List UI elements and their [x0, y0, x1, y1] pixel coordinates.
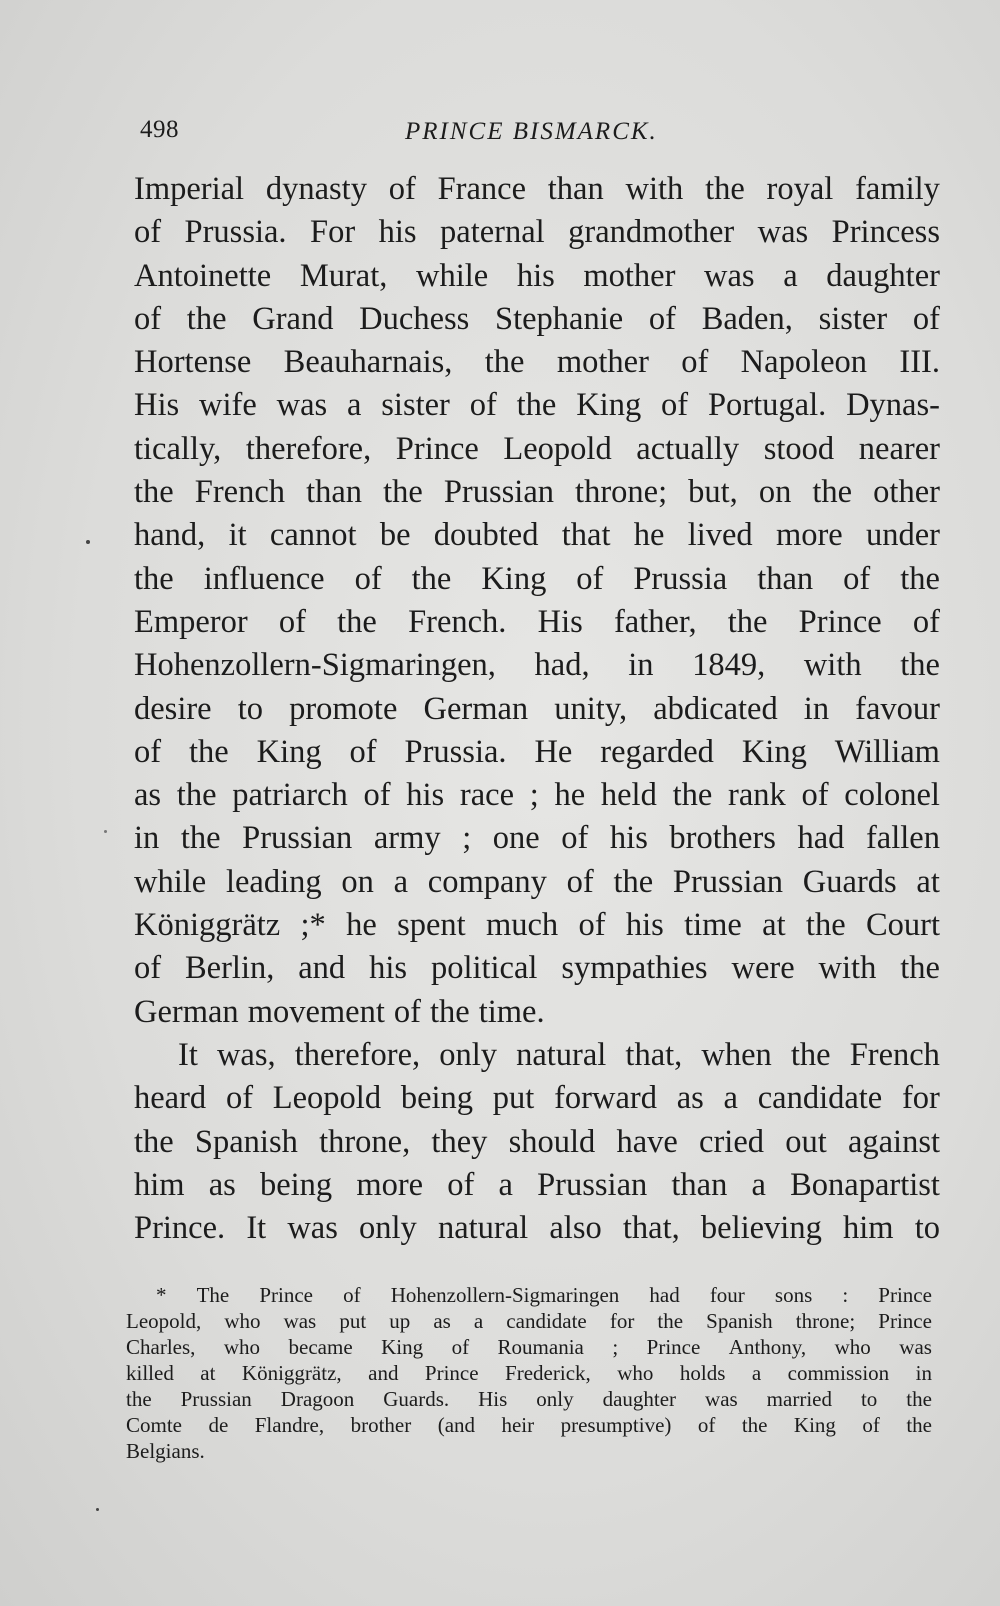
text-line: desire to promote German unity, abdicated in favour [134, 690, 940, 727]
text-line: It was, therefore, only natural that, when the French [178, 1036, 940, 1073]
paper-speck [96, 1508, 99, 1511]
text-line: him as being more of a Prussian than a Bonapartist [134, 1166, 940, 1203]
text-line: in the Prussian army ; one of his brothers had fallen [134, 820, 940, 857]
text-line: of Berlin, and his political sympathies were with the [134, 950, 940, 987]
footnote-line: Belgians. [126, 1439, 205, 1463]
text-line: Königgrätz ;* he spent much of his time at the Court [134, 907, 940, 944]
running-head: PRINCE BISMARCK. [405, 118, 658, 145]
text-line: of the King of Prussia. He regarded King William [134, 733, 940, 770]
text-line: His wife was a sister of the King of Portugal. Dynas- [134, 387, 940, 424]
text-line: the Spanish throne, they should have cried out against [134, 1123, 940, 1160]
text-line: heard of Leopold being put forward as a candidate for [134, 1080, 940, 1117]
text-line: Hohenzollern-Sigmaringen, had, in 1849, with the [134, 647, 940, 684]
footnote-line: Leopold, who was put up as a candidate for the Spanish throne; Prince [126, 1309, 932, 1333]
text-line: while leading on a company of the Prussian Guards at [134, 863, 940, 900]
text-line: Hortense Beauharnais, the mother of Napoleon III. [134, 344, 940, 381]
text-line: the influence of the King of Prussia than of the [134, 560, 940, 597]
footnote [126, 1282, 932, 1464]
text-line: hand, it cannot be doubted that he lived more under [134, 517, 940, 554]
text-line: of Prussia. For his paternal grandmother was Princess [134, 214, 940, 251]
text-line: as the patriarch of his race ; he held the rank of colonel [134, 777, 940, 814]
paper-speck [86, 540, 90, 544]
text-line: Prince. It was only natural also that, believing him to [134, 1210, 940, 1247]
text-line: German movement of the time. [134, 993, 545, 1030]
footnote-line: killed at Königgrätz, and Prince Frederick, who holds a commission in [126, 1361, 932, 1385]
text-line: tically, therefore, Prince Leopold actually stood nearer [134, 430, 940, 467]
text-line: Antoinette Murat, while his mother was a daughter [134, 257, 940, 294]
footnote-line: Comte de Flandre, brother (and heir presumptive) of the King of the [126, 1413, 932, 1437]
text-line: the French than the Prussian throne; but, on the other [134, 474, 940, 511]
text-line: Emperor of the French. His father, the Prince of [134, 603, 940, 640]
page-number: 498 [140, 116, 179, 143]
footnote-line: * The Prince of Hohenzollern-Sigmaringen had four sons : Prince [156, 1283, 932, 1307]
paper-speck [104, 830, 107, 833]
footnote-line: the Prussian Dragoon Guards. His only daughter was married to the [126, 1387, 932, 1411]
text-line: Imperial dynasty of France than with the royal family [134, 171, 940, 207]
text-line: of the Grand Duchess Stephanie of Baden, sister of [134, 300, 940, 337]
page-header [140, 116, 940, 156]
body-text [134, 168, 940, 1250]
footnote-line: Charles, who became King of Roumania ; Prince Anthony, who was [126, 1335, 932, 1359]
